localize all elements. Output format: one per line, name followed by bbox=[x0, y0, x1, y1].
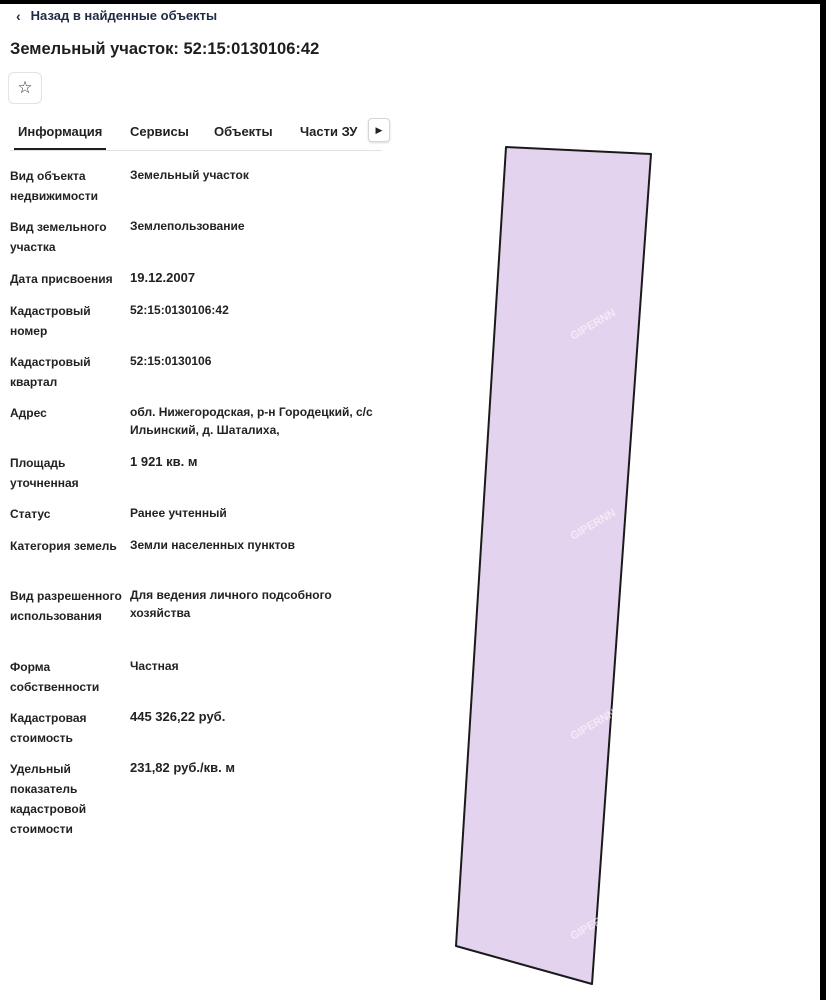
tab-clip bbox=[300, 114, 370, 150]
parcel-polygon[interactable] bbox=[456, 147, 651, 984]
info-label: Кадастровая стоимость bbox=[10, 711, 87, 745]
map-watermark: GIPERNN bbox=[568, 707, 618, 743]
map-watermark: GIPERNN bbox=[568, 507, 618, 543]
info-value: 52:15:0130106:42 bbox=[130, 303, 229, 317]
tab-objects[interactable]: Объекты bbox=[214, 124, 273, 139]
info-value: 445 326,22 руб. bbox=[130, 709, 226, 724]
info-value: обл. Нижегородская, р-н Городецкий, с/с Ильинский, д. Шаталиха, bbox=[130, 405, 373, 437]
back-link-label: Назад в найденные объекты bbox=[30, 8, 218, 23]
info-label: Статус bbox=[10, 507, 51, 521]
tab-info[interactable]: Информация bbox=[18, 124, 103, 139]
info-label: Адрес bbox=[10, 406, 47, 420]
star-outline-icon: ☆ bbox=[17, 78, 33, 97]
info-label: Категория земель bbox=[10, 539, 117, 553]
parcel-map[interactable] bbox=[440, 130, 680, 990]
info-label: Площадь уточненная bbox=[10, 456, 79, 490]
tab-services[interactable]: Сервисы bbox=[130, 124, 189, 139]
tab-parcel-parts[interactable]: Части ЗУ bbox=[300, 124, 358, 139]
tabs-scroll-right-button[interactable] bbox=[368, 118, 390, 142]
info-label: Удельный показатель кадастровой стоимости bbox=[10, 762, 87, 836]
info-label: Дата присвоения bbox=[10, 272, 113, 286]
info-value: Частная bbox=[130, 659, 179, 673]
info-label: Вид разрешенного использования bbox=[10, 589, 122, 623]
info-label: Вид земельного участка bbox=[10, 220, 107, 254]
info-value: 52:15:0130106 bbox=[130, 354, 212, 368]
page-title: Земельный участок: 52:15:0130106:42 bbox=[10, 40, 320, 58]
back-to-results-link[interactable] bbox=[16, 8, 217, 23]
tab-bar bbox=[10, 114, 382, 151]
right-edge-bar bbox=[820, 0, 826, 1000]
info-label: Кадастровый квартал bbox=[10, 355, 91, 389]
chevron-left-icon: ‹ bbox=[16, 7, 21, 24]
info-label: Форма собственности bbox=[10, 660, 100, 694]
info-value: Земли населенных пунктов bbox=[130, 538, 296, 552]
top-edge-bar bbox=[0, 0, 826, 4]
info-value: Для ведения личного подсобного хозяйства bbox=[130, 588, 332, 620]
info-value: 231,82 руб./кв. м bbox=[130, 760, 235, 775]
caret-right-icon: ▶ bbox=[375, 124, 383, 135]
info-value: Земельный участок bbox=[130, 168, 249, 182]
map-watermark: GIPERNN bbox=[568, 307, 618, 343]
info-label: Кадастровый номер bbox=[10, 304, 91, 338]
info-value: 19.12.2007 bbox=[130, 270, 196, 285]
favorite-button[interactable] bbox=[8, 72, 42, 104]
info-value: Землепользование bbox=[130, 219, 245, 233]
map-watermark: GIPERNN bbox=[568, 907, 618, 943]
info-value: 1 921 кв. м bbox=[130, 454, 198, 469]
info-value: Ранее учтенный bbox=[130, 506, 227, 520]
info-label: Вид объекта недвижимости bbox=[10, 169, 98, 203]
